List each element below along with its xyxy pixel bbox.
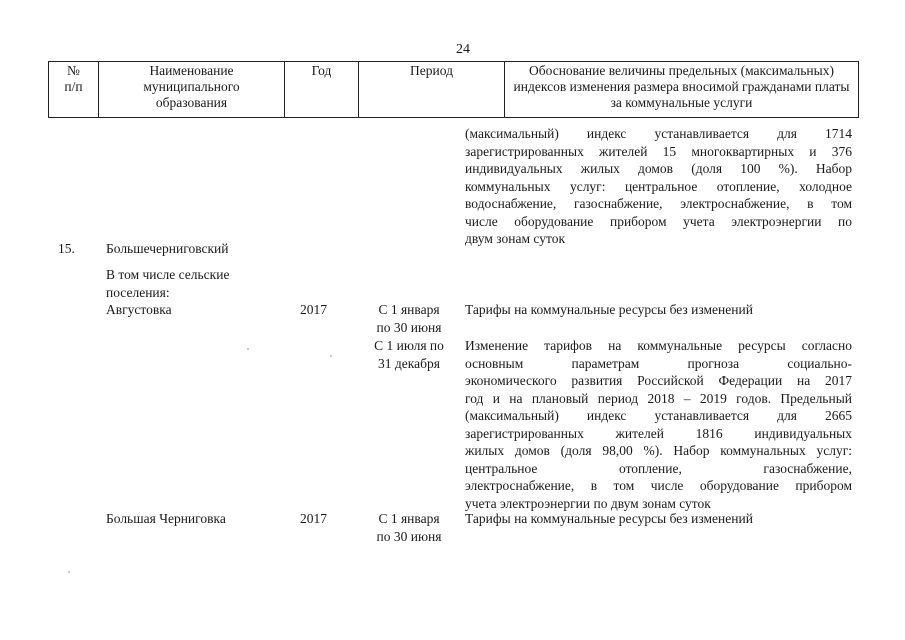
row-15-number: 15. xyxy=(58,241,75,256)
header-period: Период xyxy=(359,62,505,118)
avgustovka-name: Августовка xyxy=(106,302,172,317)
avgustovka-basis-1: Тарифы на коммунальные ресурсы без изменений xyxy=(465,302,753,317)
scan-speck xyxy=(330,355,332,357)
row-15-name: Большечерниговский xyxy=(106,241,229,256)
header-name: Наименование муниципального образования xyxy=(99,62,285,118)
rural-settlements-heading: В том числе сельские поселения: xyxy=(106,267,230,300)
header-year: Год xyxy=(285,62,359,118)
header-basis: Обоснование величины предельных (максимальных) индексов изменения размера вносимой гражданами платы за коммунальные услуги xyxy=(505,62,859,118)
header-num: № п/п xyxy=(49,62,99,118)
table-header xyxy=(48,61,859,118)
avgustovka-year: 2017 xyxy=(300,302,327,317)
page-number: 24 xyxy=(456,42,470,57)
bolshaya-chernigovka-period-1: С 1 января по 30 июня xyxy=(376,511,442,544)
bolshaya-chernigovka-basis-1: Тарифы на коммунальные ресурсы без изменений xyxy=(465,511,753,526)
scan-speck xyxy=(68,571,70,573)
bolshaya-chernigovka-year: 2017 xyxy=(300,511,327,526)
avgustovka-basis-2: Изменение тарифов на коммунальные ресурсы согласно основным параметрам прогноза социально- экономического развития Российской Федерации на 2017 год и на плановый период 2018 – 2019 годов. Предельный (максимальный) индекс устанавливается для 2665 зарегистрированных жителей 1816 индивидуальных жилых домов (доля 98,00 %). Набор коммунальных услуг: центральное отопление, газоснабжение, электроснабжение, в том числе оборудование прибором учета электроэнергии по двум зонам суток xyxy=(465,338,852,511)
scan-speck xyxy=(247,348,249,350)
avgustovka-period-2: С 1 июля по 31 декабря xyxy=(374,338,444,371)
continuation-text: (максимальный) индекс устанавливается для 1714 зарегистрированных жителей 15 многоквартирных и 376 индивидуальных жилых домов (доля 100 %). Набор коммунальных услуг: центральное отопление, холодное водоснабжение, газоснабжение, электроснабжение, в том числе оборудование прибором учета электроэнергии по двум зонам суток xyxy=(465,126,852,246)
bolshaya-chernigovka-name: Большая Черниговка xyxy=(106,511,226,526)
avgustovka-period-1: С 1 января по 30 июня xyxy=(376,302,442,335)
